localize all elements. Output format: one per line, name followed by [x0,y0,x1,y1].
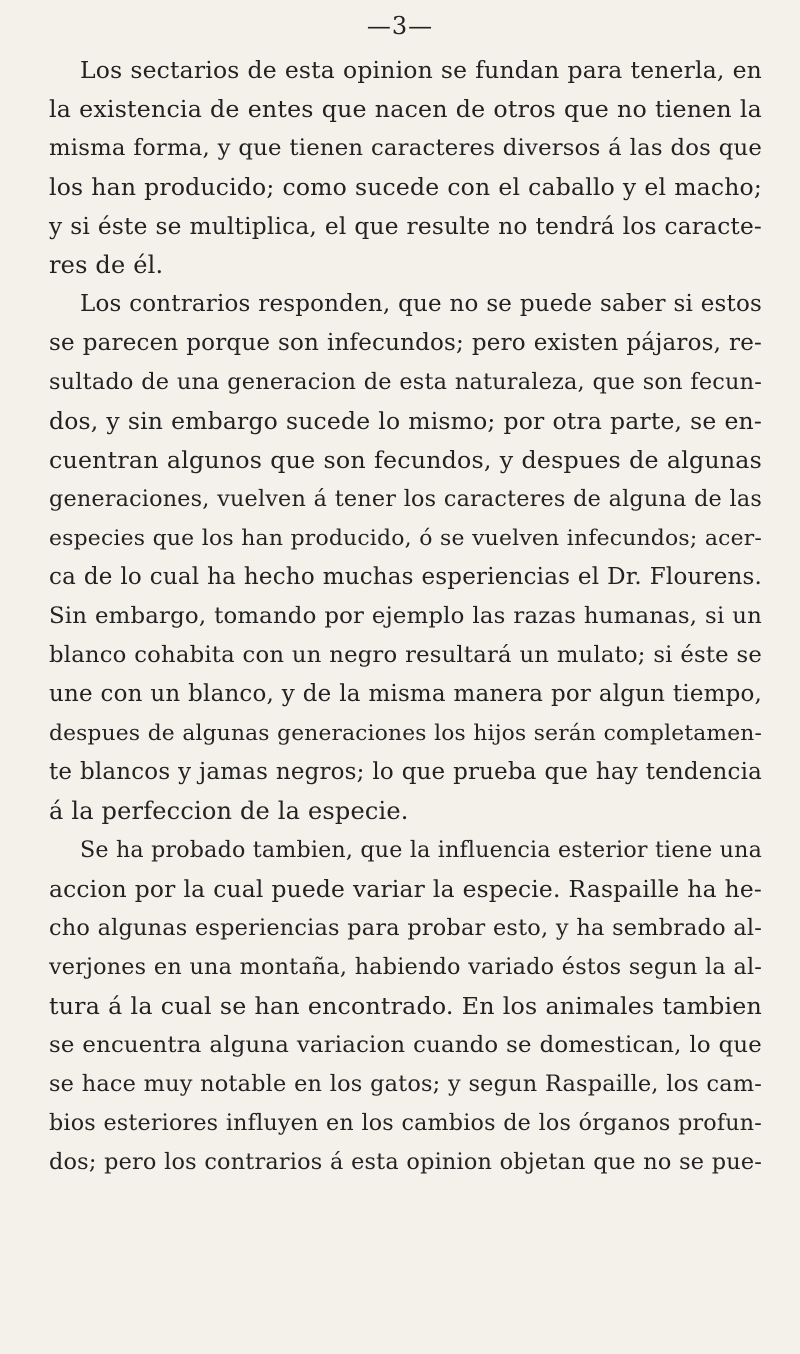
text-line: Se ha probado tambien, que la influencia esterior tiene una [80,837,762,863]
text-line: los han producido; como sucede con el caballo y el macho; [49,173,762,201]
text-line: bios esteriores influyen en los cambios de los órganos profun- [49,1110,762,1136]
text-line: la existencia de entes que nacen de otros que no tienen la [49,95,762,123]
text-line: Los sectarios de esta opinion se fundan para tenerla, en [80,56,762,84]
text-line: especies que los han producido, ó se vuelven infecundos; acer- [49,526,762,551]
text-line: te blancos y jamas negros; lo que prueba que hay tendencia [49,759,762,785]
text-line: generaciones, vuelven á tener los caracteres de alguna de las [49,486,762,512]
text-line: Sin embargo, tomando por ejemplo las razas humanas, si un [49,603,762,629]
text-line: despues de algunas generaciones los hijos serán completamen- [49,721,762,746]
text-line: y si éste se multiplica, el que resulte no tendrá los caracte- [49,213,762,240]
body-text [49,51,762,1182]
text-line: une con un blanco, y de la misma manera por algun tiempo, [49,681,762,707]
text-line: sultado de una generacion de esta naturaleza, que son fecun- [49,369,762,395]
text-line: ca de lo cual ha hecho muchas esperiencias el Dr. Flourens. [49,564,762,590]
text-line: tura á la cual se han encontrado. En los animales tambien [49,992,762,1020]
text-line: verjones en una montaña, habiendo variado éstos segun la al- [49,954,762,980]
text-line: cho algunas esperiencias para probar esto, y ha sembrado al- [49,915,762,941]
text-line: blanco cohabita con un negro resultará un mulato; si éste se [49,642,762,668]
text-line: res de él. [49,251,164,279]
text-line: á la perfeccion de la especie. [49,797,409,825]
text-line: dos, y sin embargo sucede lo mismo; por otra parte, se en- [49,407,762,435]
text-line: accion por la cual puede variar la especie. Raspaille ha he- [49,875,762,903]
page-number: —3— [366,12,434,40]
text-line: Los contrarios responden, que no se puede saber si estos [80,291,762,317]
text-line: misma forma, y que tienen caracteres diversos á las dos que [49,135,762,161]
text-line: se hace muy notable en los gatos; y segun Raspaille, los cam- [49,1071,762,1097]
text-line: se parecen porque son infecundos; pero existen pájaros, re- [49,330,762,356]
text-line: se encuentra alguna variacion cuando se domestican, lo que [49,1032,762,1058]
text-line: cuentran algunos que son fecundos, y despues de algunas [49,446,762,474]
text-line: dos; pero los contrarios á esta opinion objetan que no se pue- [49,1149,762,1175]
